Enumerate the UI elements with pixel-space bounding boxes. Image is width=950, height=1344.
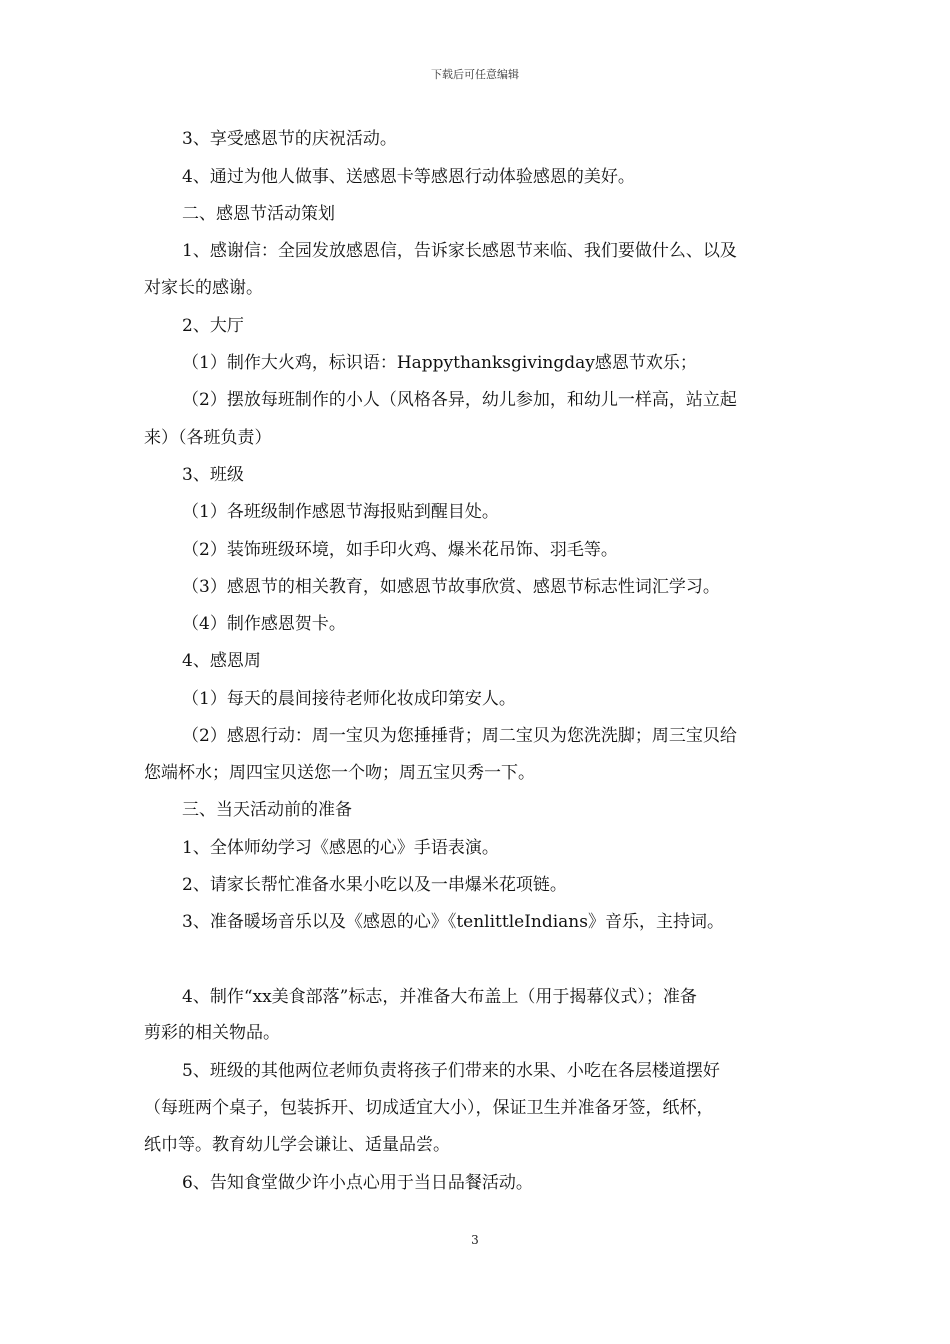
paragraph-line: 4、通过为他人做事、送感恩卡等感恩行动体验感恩的美好。 <box>182 167 635 187</box>
paragraph-line: （1）制作大火鸡，标识语：Happythanksgivingday感恩节欢乐； <box>182 353 697 373</box>
paragraph-line: 纸巾等。教育幼儿学会谦让、适量品尝。 <box>144 1135 450 1155</box>
paragraph-line: 3、准备暖场音乐以及《感恩的心》《tenlittleIndians》音乐，主持词。 <box>182 912 724 932</box>
paragraph-line: 剪彩的相关物品。 <box>144 1023 280 1043</box>
section-heading: 二、感恩节活动策划 <box>182 204 335 224</box>
paragraph-line: 6、告知食堂做少许小点心用于当日品餐活动。 <box>182 1173 533 1193</box>
paragraph-line: 2、请家长帮忙准备水果小吃以及一串爆米花项链。 <box>182 875 567 895</box>
paragraph-line: 4、感恩周 <box>182 651 261 671</box>
paragraph-line: 1、感谢信：全园发放感恩信，告诉家长感恩节来临、我们要做什么、以及 <box>182 241 737 261</box>
paragraph-line: 来）（各班负责） <box>144 428 272 448</box>
page-header: 下载后可任意编辑 <box>431 68 519 81</box>
paragraph-line: 5、班级的其他两位老师负责将孩子们带来的水果、小吃在各层楼道摆好 <box>182 1061 720 1081</box>
paragraph-line: 3、享受感恩节的庆祝活动。 <box>182 129 397 149</box>
section-heading: 三、当天活动前的准备 <box>182 800 352 820</box>
paragraph-line: （2）摆放每班制作的小人（风格各异，幼儿参加，和幼儿一样高，站立起 <box>182 390 737 410</box>
paragraph-line: （1）每天的晨间接待老师化妆成印第安人。 <box>182 689 516 709</box>
paragraph-line: 对家长的感谢。 <box>144 278 263 298</box>
page-number: 3 <box>471 1233 479 1247</box>
paragraph-line: （4）制作感恩贺卡。 <box>182 614 346 634</box>
paragraph-line: （每班两个桌子，包装拆开、切成适宜大小），保证卫生并准备牙签，纸杯， <box>144 1098 714 1118</box>
paragraph-line: （3）感恩节的相关教育，如感恩节故事欣赏、感恩节标志性词汇学习。 <box>182 577 720 597</box>
paragraph-line: 2、大厅 <box>182 316 244 336</box>
paragraph-line: （2）感恩行动：周一宝贝为您捶捶背；周二宝贝为您洗洗脚；周三宝贝给 <box>182 726 737 746</box>
paragraph-line: （2）装饰班级环境，如手印火鸡、爆米花吊饰、羽毛等。 <box>182 540 618 560</box>
paragraph-line: 4、制作“xx美食部落”标志，并准备大布盖上（用于揭幕仪式）；准备 <box>182 987 697 1007</box>
paragraph-line: （1）各班级制作感恩节海报贴到醒目处。 <box>182 502 499 522</box>
paragraph-line: 1、全体师幼学习《感恩的心》手语表演。 <box>182 838 499 858</box>
paragraph-line: 3、班级 <box>182 465 244 485</box>
paragraph-line: 您端杯水；周四宝贝送您一个吻；周五宝贝秀一下。 <box>144 763 535 783</box>
